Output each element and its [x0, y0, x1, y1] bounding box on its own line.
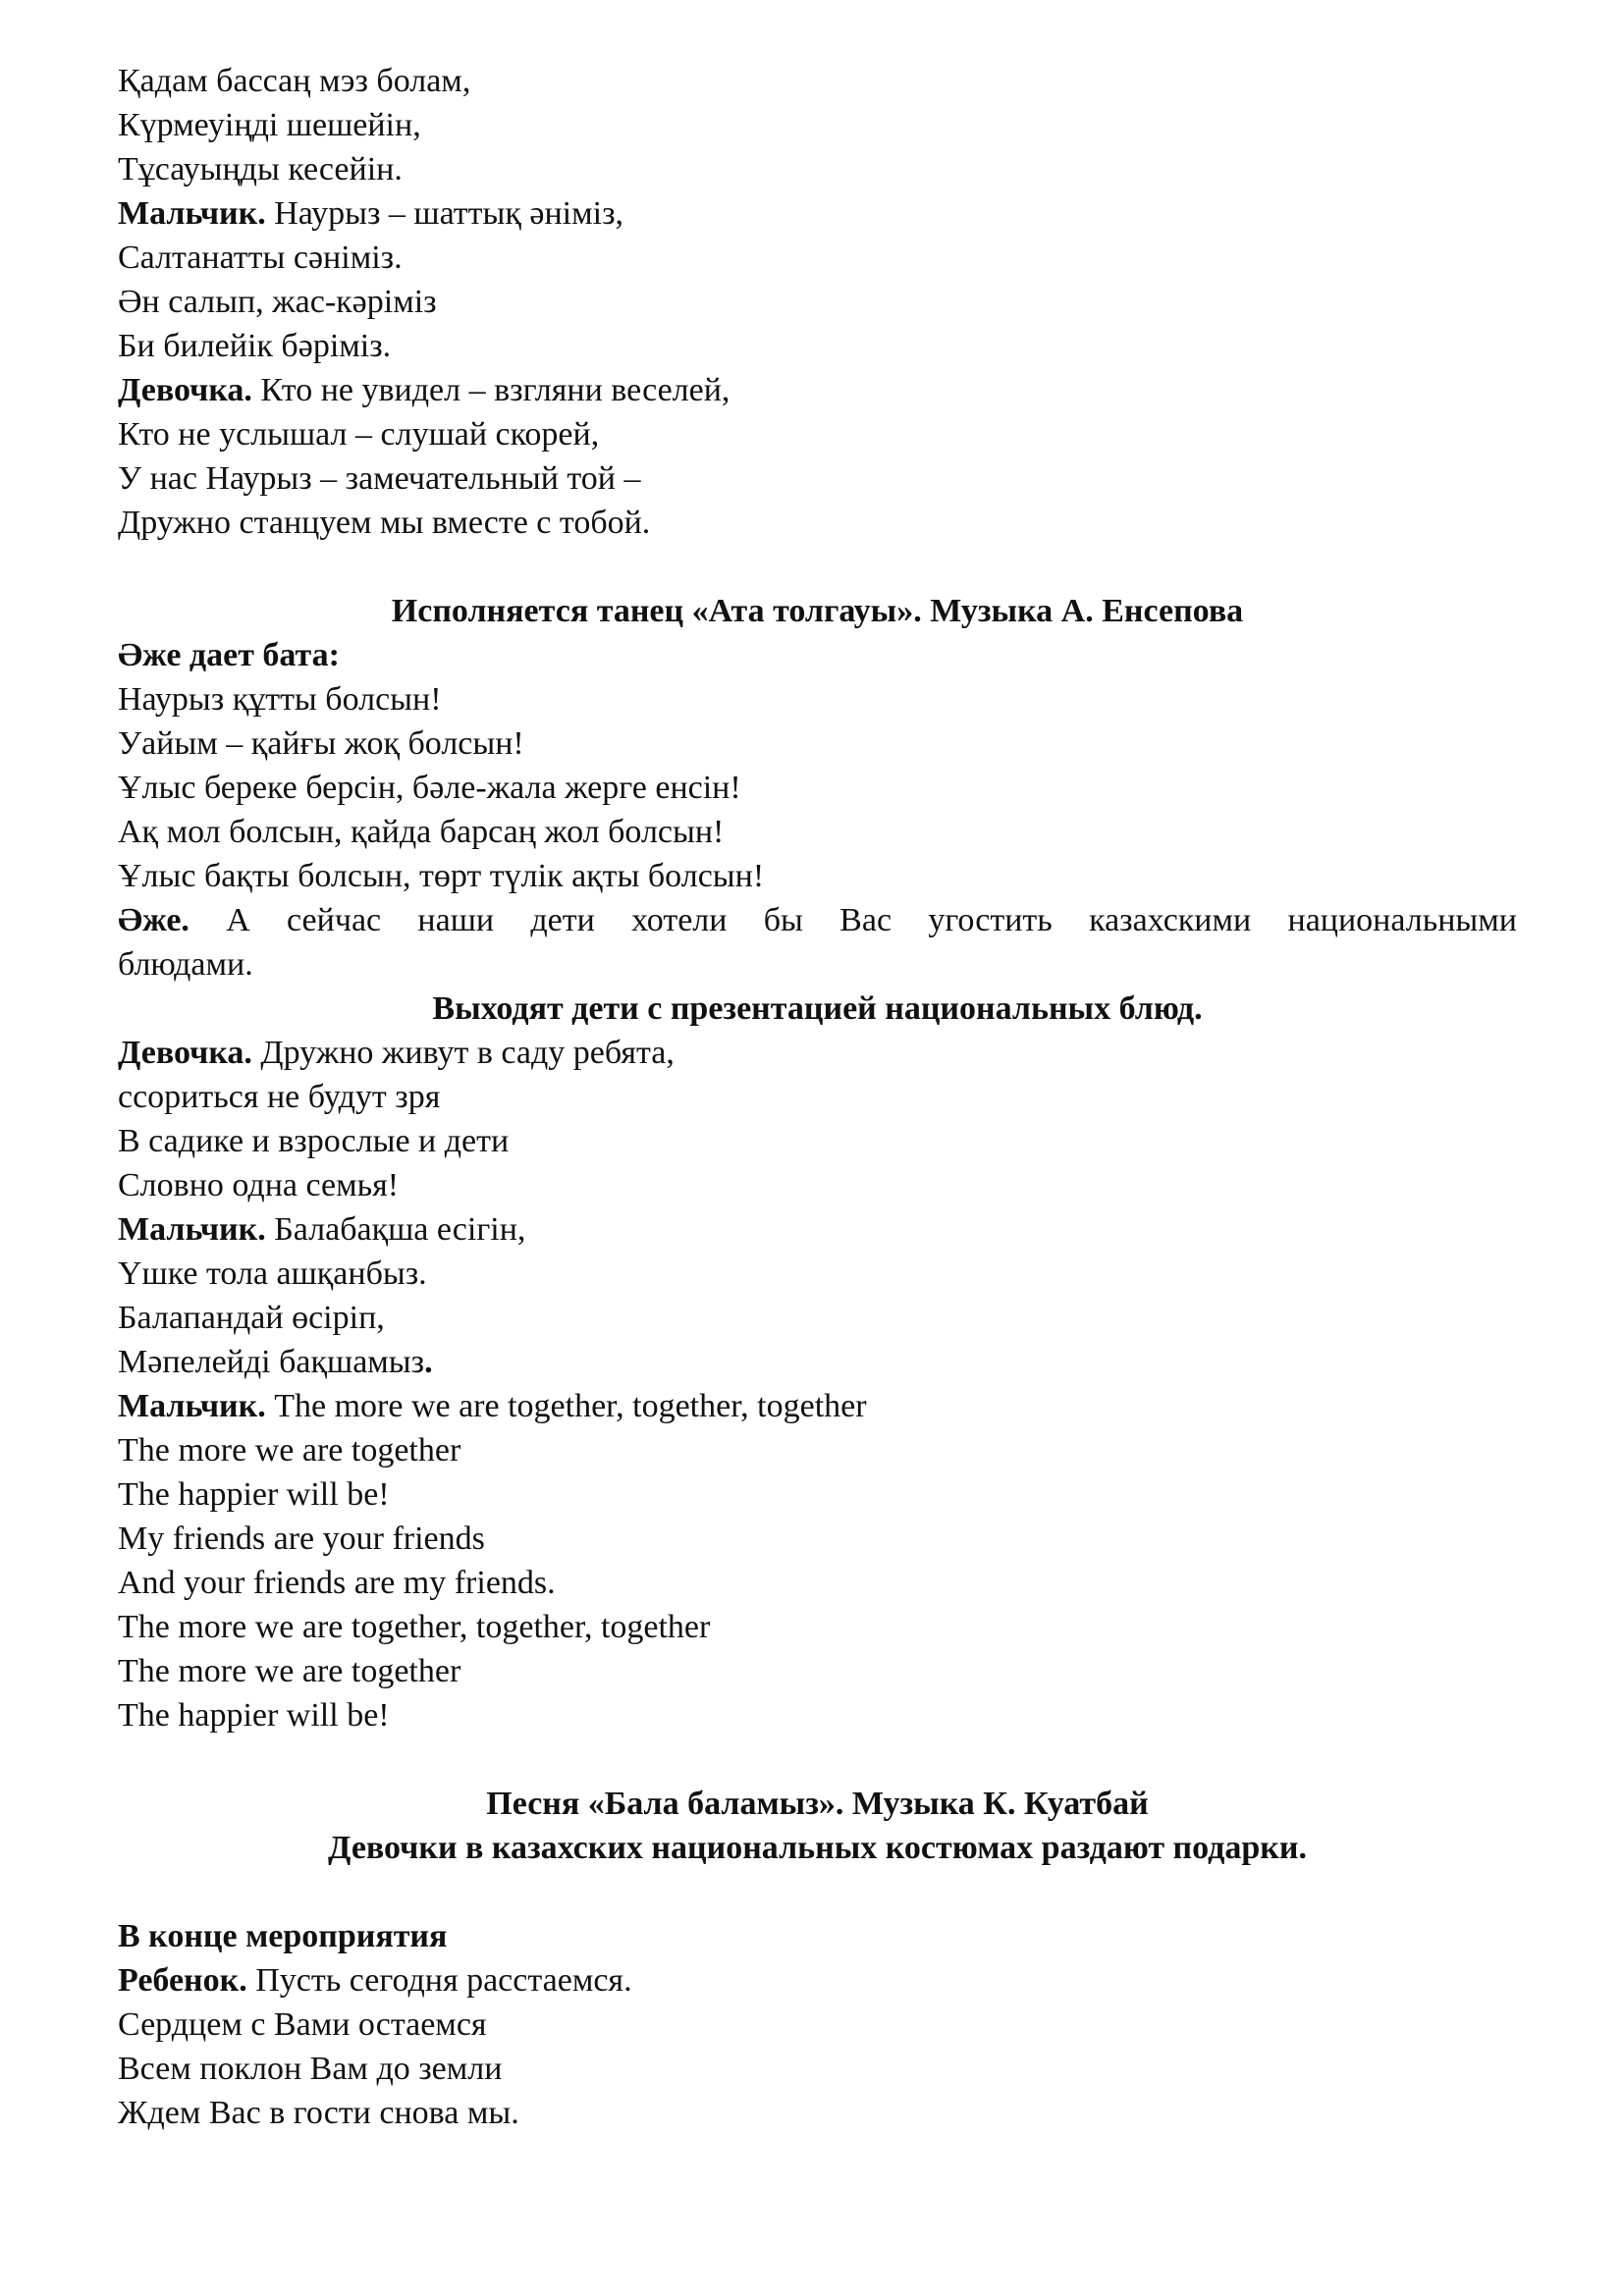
verse-line — [118, 1958, 1517, 2002]
blank-line — [118, 1870, 1517, 1914]
girl-verse-1 — [118, 368, 1517, 545]
verse-line: Кто не услышал – слушай скорей, — [118, 416, 600, 453]
song-title: Песня «Бала баламыз». Музыка К. Куатбай — [486, 1786, 1149, 1822]
verse-text: Балабақша есігін, — [265, 1211, 526, 1248]
verse-line — [118, 1384, 1517, 1428]
speaker-label: Ребенок. — [118, 1962, 247, 1999]
dance-heading: Исполняется танец «Ата толгауы». Музыка А. Енсепова — [391, 593, 1244, 629]
verse-line: The happier will be! — [118, 1476, 390, 1513]
verse-line — [118, 191, 1517, 236]
girl-verse-2 — [118, 1031, 1517, 1207]
song-heading — [118, 1782, 1517, 1870]
verse-line: Қадам бассаң мэз болам, — [118, 63, 471, 99]
verse-line: Тұсауыңды кесейін. — [118, 151, 403, 187]
blessing-section — [118, 633, 1517, 898]
verse-line: Үшке тола ашқанбыз. — [118, 1255, 427, 1292]
verse-text: Дружно живут в саду ребята, — [251, 1035, 675, 1071]
presentation-heading: Выходят дети с презентацией национальных блюд. — [432, 990, 1203, 1027]
verse-line — [118, 368, 1517, 412]
verse-line: And your friends are my friends. — [118, 1565, 556, 1601]
boy-verse-3 — [118, 1384, 1517, 1737]
verse-line: Словно одна семья! — [118, 1167, 400, 1203]
speaker-label: Әже. — [118, 902, 189, 938]
verse-line: У нас Наурыз – замечательный той – — [118, 460, 641, 497]
verse-line: Наурыз құтты болсын! — [118, 681, 442, 718]
verse-line: блюдами. — [118, 946, 253, 983]
verse-line: Ұлыс береке берсін, бәле-жала жерге енсін! — [118, 770, 741, 806]
grandma-speech — [118, 898, 1517, 987]
verse-period: . — [424, 1344, 433, 1380]
verse-line: Салтанатты сәніміз. — [118, 240, 403, 276]
verse-line: The more we are together — [118, 1432, 461, 1468]
verse-text: А сейчас наши дети хотели бы Вас угостить казахскими национальными — [189, 902, 1517, 938]
speaker-label: Мальчик. — [118, 1211, 266, 1248]
verse-line: The happier will be! — [118, 1697, 390, 1734]
blank-line — [118, 1737, 1517, 1782]
verse-line: Уайым – қайғы жоқ болсын! — [118, 725, 524, 762]
verse-line: Ақ мол болсын, қайда барсаң жол болсын! — [118, 814, 725, 850]
ending-section — [118, 1914, 1517, 2135]
verse-text: Кто не увидел – взгляни веселей, — [251, 372, 730, 408]
speaker-label: Мальчик. — [118, 1388, 266, 1424]
verse-line — [118, 1031, 1517, 1075]
verse-text: Пусть сегодня расстаемся. — [246, 1962, 632, 1999]
verse-line: Дружно станцуем мы вместе с тобой. — [118, 505, 651, 541]
verse-line: ссориться не будут зря — [118, 1079, 441, 1115]
verse-line: The more we are together — [118, 1653, 461, 1689]
verse-line: Күрмеуіңді шешейін, — [118, 107, 421, 143]
verse-line — [118, 1340, 1517, 1384]
verse-line: Сердцем с Вами остаемся — [118, 2006, 487, 2043]
verse-text: Мәпелейді бақшамыз — [118, 1344, 425, 1380]
speaker-label: Девочка. — [118, 372, 252, 408]
verse-line: My friends are your friends — [118, 1521, 485, 1557]
boy-verse-1 — [118, 191, 1517, 368]
blank-line — [118, 545, 1517, 589]
ending-heading: В конце мероприятия — [118, 1918, 448, 1954]
verse-line — [118, 1207, 1517, 1252]
boy-verse-2 — [118, 1207, 1517, 1384]
document-page — [118, 59, 1517, 2135]
verse-text: Наурыз – шаттық әніміз, — [265, 195, 624, 232]
verse-line: The more we are together, together, together — [118, 1609, 711, 1645]
intro-verse — [118, 59, 1517, 191]
verse-line: В садике и взрослые и дети — [118, 1123, 510, 1159]
verse-line: Ұлыс бақты болсын, төрт түлік ақты болсын! — [118, 858, 765, 894]
verse-line: Ждем Вас в гости снова мы. — [118, 2095, 519, 2131]
verse-line — [118, 898, 1517, 942]
verse-line: Ән салып, жас-кәріміз — [118, 284, 437, 320]
verse-line: Балапандай өсіріп, — [118, 1300, 385, 1336]
verse-line: Би билейік бәріміз. — [118, 328, 392, 364]
song-note: Девочки в казахских национальных костюмах раздают подарки. — [328, 1830, 1307, 1866]
verse-text: The more we are together, together, together — [265, 1388, 867, 1424]
speaker-label: Девочка. — [118, 1035, 252, 1071]
speaker-label: Мальчик. — [118, 195, 266, 232]
verse-line: Всем поклон Вам до земли — [118, 2051, 503, 2087]
blessing-heading: Әже дает бата: — [118, 637, 340, 673]
